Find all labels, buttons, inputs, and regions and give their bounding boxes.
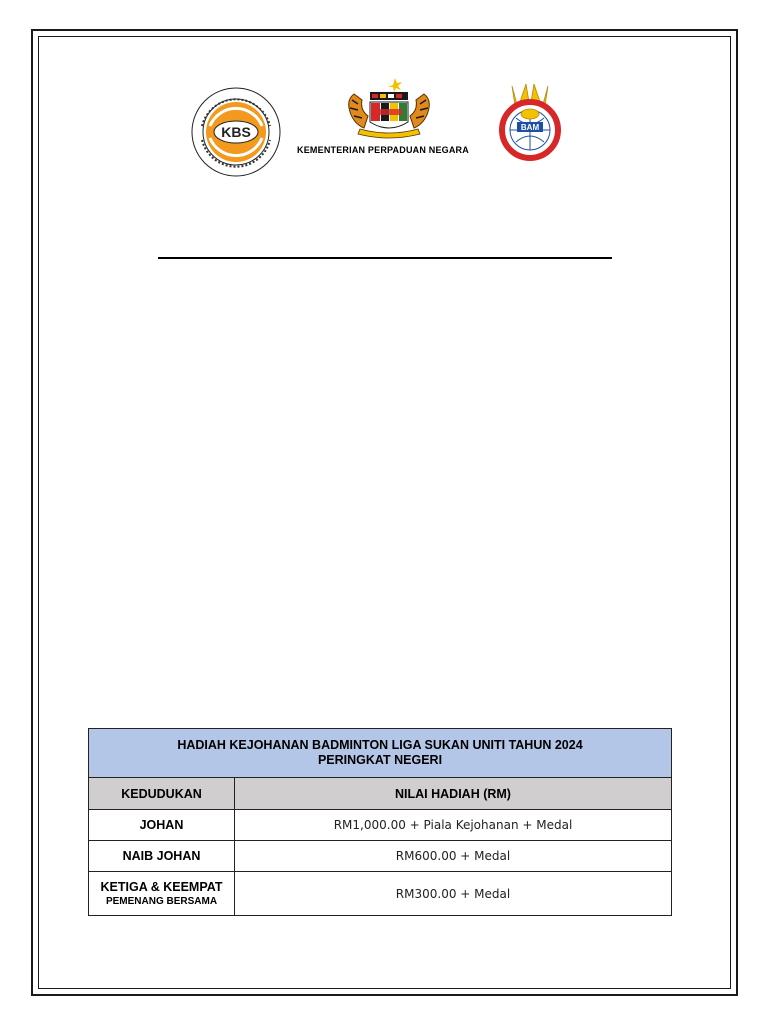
prize-cell: RM600.00 + Medal bbox=[235, 841, 672, 872]
prize-table bbox=[88, 728, 672, 916]
prize-table-title-line2: PERINGKAT NEGERI bbox=[317, 753, 443, 767]
kbs-logo bbox=[190, 86, 282, 178]
column-header-position: KEDUDUKAN bbox=[89, 778, 235, 810]
position-cell bbox=[89, 872, 235, 916]
ministry-name: KEMENTERIAN PERPADUAN NEGARA bbox=[297, 145, 469, 155]
table-row bbox=[89, 872, 672, 916]
table-row bbox=[89, 841, 672, 872]
position-label: KETIGA & KEEMPAT bbox=[100, 880, 223, 894]
prize-cell: RM1,000.00 + Piala Kejohanan + Medal bbox=[235, 810, 672, 841]
prize-table-title-line1: HADIAH KEJOHANAN BADMINTON LIGA SUKAN UNITI TAHUN 2024 bbox=[177, 738, 583, 752]
prize-table-title bbox=[89, 729, 672, 778]
position-sub-label: PEMENANG BERSAMA bbox=[105, 896, 218, 907]
position-cell: JOHAN bbox=[89, 810, 235, 841]
prize-cell: RM300.00 + Medal bbox=[235, 872, 672, 916]
column-header-row bbox=[89, 778, 672, 810]
svg-text:KBS: KBS bbox=[221, 124, 251, 140]
column-header-prize: NILAI HADIAH (RM) bbox=[235, 778, 672, 810]
jata-negara-logo bbox=[340, 76, 438, 144]
title-underline bbox=[158, 257, 612, 259]
position-cell: NAIB JOHAN bbox=[89, 841, 235, 872]
bam-logo bbox=[496, 78, 564, 164]
svg-text:BAM: BAM bbox=[520, 123, 540, 132]
prize-table-title-row bbox=[89, 729, 672, 778]
table-row bbox=[89, 810, 672, 841]
